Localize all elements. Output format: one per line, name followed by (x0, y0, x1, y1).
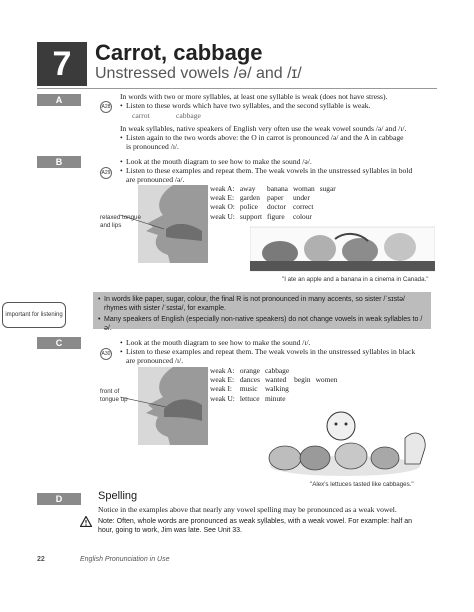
spelling-para: Notice in the examples above that nearly any vowel spelling may be pronounced as a weak vowel. (98, 505, 397, 514)
word: dances (239, 375, 260, 385)
diagram-c-label-2: tongue up (100, 396, 128, 403)
i-word-table (210, 366, 342, 403)
diagram-c-label-1: front of (100, 388, 120, 395)
note-line-2: • Many speakers of English (especially non-native speakers) do not change vowels in weak syllables to /ə/. (104, 315, 429, 333)
word: support (239, 211, 263, 221)
word: figure (267, 211, 285, 221)
word: under (292, 193, 310, 203)
section-b-bullet-2: • Listen to these examples and repeat them. The weak vowels in the unstressed syllables in bold (126, 166, 441, 175)
audio-track-b[interactable]: A29 (100, 167, 112, 179)
unit-number-badge (37, 42, 87, 86)
row-label: weak A: (210, 184, 235, 193)
row-label: weak U: (210, 393, 235, 403)
word (320, 202, 341, 211)
word: lettuce (239, 393, 260, 403)
schwa-word-table (210, 184, 341, 221)
note-line-1-cont: rhymes with sister /ˈsɪstə/, for example. (104, 305, 226, 312)
word: sugar (319, 184, 336, 193)
row-label: weak U: (210, 211, 235, 221)
table-row (210, 193, 341, 202)
audio-track-c[interactable]: A30 (100, 348, 112, 360)
word: away (239, 184, 256, 193)
word: walking (264, 384, 289, 394)
word: garden (239, 193, 260, 203)
section-b-caption: "I ate an apple and a banana in a cinema in Canada." (282, 276, 429, 283)
section-a-para: In weak syllables, native speakers of English very often use the weak vowel sounds /ə/ and /ɪ/. (120, 124, 407, 133)
lettuce-illustration (255, 408, 435, 478)
word: orange (239, 366, 260, 375)
word: correct (292, 202, 314, 212)
handwritten-note: important for listening (2, 302, 66, 328)
section-b-bullet-2-cont: are pronounced /ə/. (126, 175, 185, 184)
note-line-1: • In words like paper, sugar, colour, the final R is not pronounced in many accents, so sister /ˈsɪstə/ (104, 295, 429, 304)
row-label: weak I: (210, 384, 232, 394)
section-c-bullet-1: • Look at the mouth diagram to see how to make the sound /ɪ/. (126, 338, 441, 347)
word: begin (294, 375, 311, 385)
word: colour (292, 211, 312, 221)
unit-number: 7 (52, 44, 72, 83)
page-number: 22 (37, 556, 45, 563)
book-title: English Pronunciation in Use (80, 556, 170, 563)
table-row (210, 202, 341, 211)
table-row (210, 394, 342, 403)
cinema-illustration (250, 225, 435, 273)
word: paper (267, 193, 284, 203)
section-c-caption: "Alex's lettuces tasted like cabbages." (310, 481, 414, 488)
section-c-bullet-2: • Listen to these examples and repeat them. The weak vowels in the unstressed syllables in black (126, 347, 441, 356)
warning-icon (80, 516, 92, 527)
word: woman (292, 184, 315, 193)
section-d-label: D (37, 493, 81, 505)
table-row (210, 375, 342, 384)
table-row (210, 184, 341, 193)
example-carrot: carrot (132, 111, 150, 120)
example-cabbage: cabbage (176, 111, 201, 120)
diagram-b-label-1: relaxed tongue (100, 214, 141, 221)
unit-subtitle: Unstressed vowels /ə/ and /ɪ/ (95, 65, 302, 82)
section-c-label: C (37, 337, 81, 349)
mouth-diagram-schwa (118, 185, 208, 263)
word: police (239, 202, 258, 212)
section-b-label: B (37, 156, 81, 168)
word: banana (267, 184, 288, 193)
section-a-intro: In words with two or more syllables, at least one syllable is weak (does not have stress). (120, 92, 388, 101)
diagram-b-label-2: and lips (100, 222, 122, 229)
row-label: weak E: (210, 193, 235, 203)
section-a-bullet-2-cont: is pronounced /ɪ/. (126, 142, 179, 151)
word: women (315, 375, 338, 385)
word: cabbage (264, 366, 290, 375)
word: doctor (267, 202, 286, 212)
word (316, 366, 343, 375)
spelling-note-cont: hour, going to work, Jim was late. See Unit 33. (98, 527, 242, 534)
word: minute (264, 393, 286, 403)
row-label: weak A: (210, 366, 235, 375)
word (294, 366, 315, 375)
word (294, 384, 315, 393)
section-a-bullet-1: • Listen to these words which have two syllables, and the second syllable is weak. (126, 101, 441, 110)
table-row (210, 384, 342, 393)
row-label: weak E: (210, 375, 235, 385)
row-label: weak O: (210, 202, 235, 212)
section-a-label: A (37, 94, 81, 106)
word (294, 394, 315, 403)
word (316, 394, 343, 403)
word (320, 212, 341, 221)
mouth-diagram-i (118, 367, 208, 445)
table-row (210, 212, 341, 221)
section-a-bullet-2: • Listen again to the two words above: the O in carrot is pronounced /ə/ and the A in cabbage (126, 133, 441, 142)
spelling-heading: Spelling (98, 490, 138, 502)
unit-title: Carrot, cabbage (95, 40, 263, 65)
table-row (210, 366, 342, 375)
audio-track-a[interactable]: A28 (100, 101, 112, 113)
section-c-bullet-2-cont: are pronounced /ɪ/. (126, 356, 184, 365)
word (320, 193, 341, 202)
word (316, 384, 343, 393)
section-b-bullet-1: • Look at the mouth diagram to see how to make the sound /ə/. (126, 157, 441, 166)
word: wanted (264, 375, 287, 385)
header-rule (37, 88, 437, 89)
word: music (239, 384, 258, 394)
spelling-note: Note: Often, whole words are pronounced as weak syllables, with a weak vowel. For example: half an (98, 518, 412, 525)
